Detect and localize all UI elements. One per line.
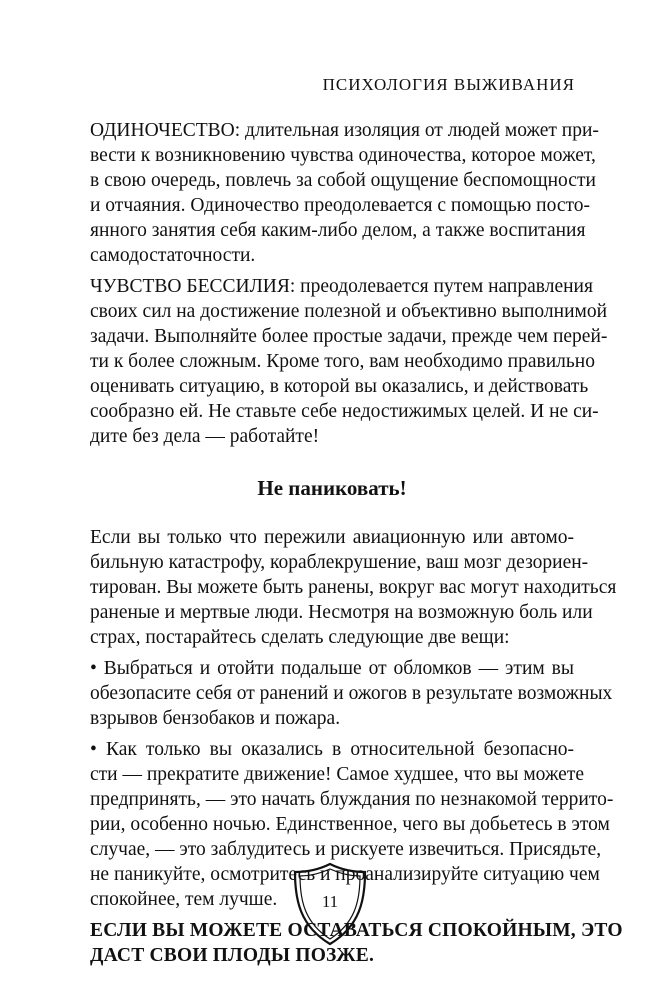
text-line: задачи. Выполняйте более простые задачи, прежде чем перей- [90, 326, 608, 347]
text-line: самодостаточности. [90, 245, 256, 266]
page-number: 11 [321, 892, 339, 911]
paragraph-loneliness [90, 118, 599, 268]
text-line: • Выбраться и отойти подальше от обломков — этим вы [90, 658, 574, 679]
text-line: • Как только вы оказались в относительной безопасно- [90, 739, 574, 760]
section-title: Не паниковать! [257, 476, 407, 500]
text-line: не паникуйте, осмотритесь и проанализируйте ситуацию чем [90, 864, 600, 885]
text-line: спокойнее, тем лучше. [90, 889, 278, 910]
text-line: ЕСЛИ ВЫ МОЖЕТЕ ОСТАВАТЬСЯ СПОКОЙНЫМ, ЭТО [90, 920, 623, 941]
text-line: тирован. Вы можете быть ранены, вокруг вас могут находиться [90, 577, 617, 598]
text-line: раненые и мертвые люди. Несмотря на возможную боль или [90, 602, 593, 623]
text-line: ОДИНОЧЕСТВО: длительная изоляция от людей может при- [90, 120, 599, 141]
paragraph-intro [90, 525, 617, 650]
text-line: ти к более сложным. Кроме того, вам необходимо правильно [90, 351, 595, 372]
text-line: Если вы только что пережили авиационную или автомо- [90, 527, 574, 548]
text-line: рии, особенно ночью. Единственное, чего вы добьетесь в этом [90, 814, 610, 835]
text-line: обезопасите себя от ранений и ожогов в результате возможных [90, 683, 613, 704]
text-line: взрывов бензобаков и пожара. [90, 708, 341, 729]
text-line: оценивать ситуацию, в которой вы оказались, и действовать [90, 376, 589, 397]
text-line: вести к возникновению чувства одиночества, которое может, [90, 145, 596, 166]
page-body [90, 118, 623, 974]
text-line: страх, постарайтесь сделать следующие две вещи: [90, 627, 510, 648]
text-line: своих сил на достижение полезной и объективно выполнимой [90, 301, 608, 322]
text-line: сти — прекратите движение! Самое худшее, что вы можете [90, 764, 584, 785]
bullet-item [90, 656, 613, 731]
text-line: случае, — это заблудитесь и рискуете извечиться. Присядьте, [90, 839, 602, 860]
text-line: янного занятия себя каким-либо делом, а также воспитания [90, 220, 586, 241]
text-line: сообразно ей. Не ставьте себе недостижимых целей. И не си- [90, 401, 599, 422]
text-line: ДАСТ СВОИ ПЛОДЫ ПОЗЖЕ. [90, 945, 375, 966]
text-line: дите без дела — работайте! [90, 426, 320, 447]
text-line: бильную катастрофу, кораблекрушение, ваш мозг дезориен- [90, 552, 589, 573]
paragraph-helplessness [90, 274, 608, 449]
text-line: предпринять, — это начать блуждания по незнакомой террито- [90, 789, 614, 810]
running-header: ПСИХОЛОГИЯ ВЫЖИВАНИЯ [322, 75, 575, 94]
page-number-badge [292, 862, 368, 946]
text-line: в свою очередь, повлечь за собой ощущение беспомощности [90, 170, 596, 191]
text-line: и отчаяния. Одиночество преодолевается с помощью посто- [90, 195, 591, 216]
text-line: ЧУВСТВО БЕССИЛИЯ: преодолевается путем направления [90, 276, 593, 297]
